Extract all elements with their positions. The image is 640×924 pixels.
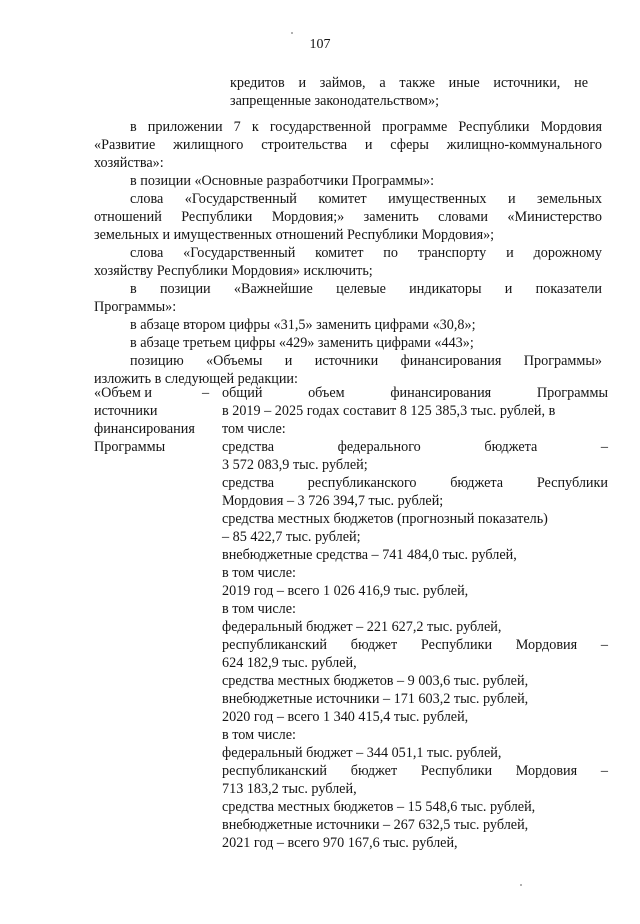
body-line: в позиции «Важнейшие целевые индикаторы и показатели — [130, 281, 602, 297]
table-right-line: общий объем финансирования Программы — [222, 385, 608, 401]
body-line: Программы»: — [94, 299, 177, 315]
table-right-line: федеральный бюджет – 344 051,1 тыс. рублей, — [222, 745, 502, 761]
body-line: хозяйства»: — [94, 155, 164, 171]
table-dash: – — [202, 385, 210, 401]
table-right-line: 713 183,2 тыс. рублей, — [222, 781, 357, 797]
body-line: слова «Государственный комитет по транспорту и дорожному — [130, 245, 602, 261]
table-right-line: средства местных бюджетов – 9 003,6 тыс. рублей, — [222, 673, 529, 689]
body-line: в абзаце третьем цифры «429» заменить цифрами «443»; — [130, 335, 474, 351]
table-right-line: федеральный бюджет – 221 627,2 тыс. рублей, — [222, 619, 502, 635]
table-right-line: средства местных бюджетов (прогнозный показатель) — [222, 511, 548, 527]
body-line: в абзаце втором цифры «31,5» заменить цифрами «30,8»; — [130, 317, 476, 333]
table-left-line: источники — [94, 403, 158, 419]
body-line: земельных и имущественных отношений Республики Мордовия»; — [94, 227, 495, 243]
table-right-line: республиканский бюджет Республики Мордовия – — [222, 763, 608, 779]
scan-speck — [520, 884, 522, 886]
table-right-line: 3 572 083,9 тыс. рублей; — [222, 457, 368, 473]
table-right-line: средства республиканского бюджета Республики — [222, 475, 608, 491]
intro-line: запрещенные законодательством»; — [230, 93, 440, 109]
body-line: хозяйству Республики Мордовия» исключить; — [94, 263, 373, 279]
body-line: в приложении 7 к государственной программе Республики Мордовия — [130, 119, 602, 135]
page-number: 107 — [309, 37, 331, 52]
table-right-line: 2021 год – всего 970 167,6 тыс. рублей, — [222, 835, 458, 851]
table-right-line: внебюджетные средства – 741 484,0 тыс. рублей, — [222, 547, 517, 563]
table-right-line: средства федерального бюджета – — [222, 439, 608, 455]
table-right-line: в том числе: — [222, 601, 296, 617]
table-right-line: 624 182,9 тыс. рублей, — [222, 655, 357, 671]
table-left-line: Программы — [94, 439, 166, 455]
body-line: «Развитие жилищного строительства и сферы жилищно-коммунального — [94, 137, 602, 153]
scan-speck — [291, 32, 293, 34]
table-right-line: в том числе: — [222, 727, 296, 743]
table-right-line: 2020 год – всего 1 340 415,4 тыс. рублей, — [222, 709, 469, 725]
table-right-line: внебюджетные источники – 171 603,2 тыс. рублей, — [222, 691, 529, 707]
body-line: отношений Республики Мордовия;» заменить словами «Министерство — [94, 209, 602, 225]
table-right-line: 2019 год – всего 1 026 416,9 тыс. рублей, — [222, 583, 469, 599]
table-right-line: внебюджетные источники – 267 632,5 тыс. рублей, — [222, 817, 529, 833]
table-right-line: – 85 422,7 тыс. рублей; — [222, 529, 361, 545]
table-right-line: в том числе: — [222, 565, 296, 581]
body-line: позицию «Объемы и источники финансирования Программы» — [130, 353, 602, 369]
table-right-line: средства местных бюджетов – 15 548,6 тыс. рублей, — [222, 799, 536, 815]
body-line: слова «Государственный комитет имущественных и земельных — [130, 191, 602, 207]
table-right-line: республиканский бюджет Республики Мордовия – — [222, 637, 608, 653]
table-right-line: Мордовия – 3 726 394,7 тыс. рублей; — [222, 493, 444, 509]
intro-line: кредитов и займов, а также иные источники, не — [230, 75, 588, 91]
table-right-line: в 2019 – 2025 годах составит 8 125 385,3 тыс. рублей, в — [222, 403, 556, 419]
table-left-line: финансирования — [94, 421, 195, 437]
body-line: в позиции «Основные разработчики Программы»: — [130, 173, 435, 189]
table-right-line: том числе: — [222, 421, 286, 437]
body-line: изложить в следующей редакции: — [94, 371, 298, 387]
table-left-line: «Объем и — [94, 385, 152, 401]
